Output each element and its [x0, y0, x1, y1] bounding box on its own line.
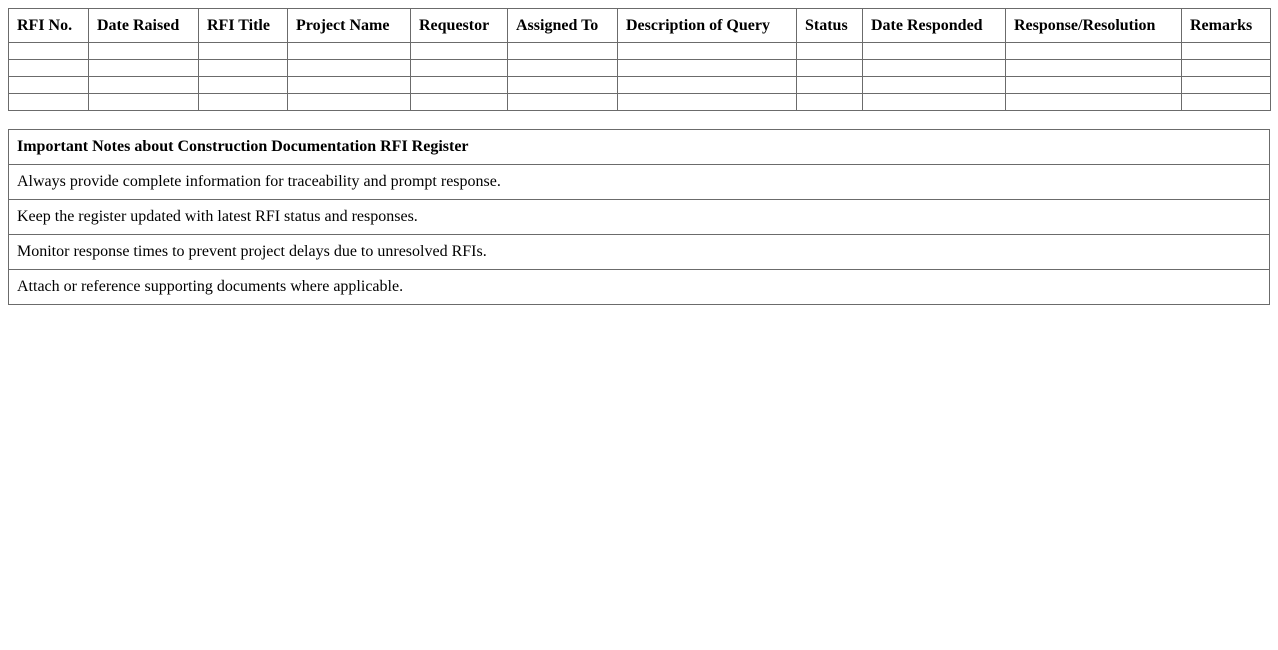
column-header-rfi-title: RFI Title	[199, 9, 288, 43]
table-cell	[288, 77, 411, 94]
table-cell	[863, 77, 1006, 94]
important-notes-table	[8, 129, 1270, 305]
table-cell	[411, 43, 508, 60]
note-row	[9, 165, 1270, 200]
note-item: Monitor response times to prevent project delays due to unresolved RFIs.	[9, 235, 1270, 270]
table-cell	[797, 94, 863, 111]
note-row	[9, 235, 1270, 270]
column-header-status: Status	[797, 9, 863, 43]
table-cell	[411, 60, 508, 77]
note-row	[9, 200, 1270, 235]
table-cell	[1182, 94, 1271, 111]
column-header-date-raised: Date Raised	[89, 9, 199, 43]
table-cell	[288, 43, 411, 60]
note-row	[9, 270, 1270, 305]
table-row	[9, 43, 1271, 60]
table-cell	[1182, 60, 1271, 77]
column-header-response-resolution: Response/Resolution	[1006, 9, 1182, 43]
column-header-assigned-to: Assigned To	[508, 9, 618, 43]
table-cell	[797, 60, 863, 77]
table-cell	[199, 77, 288, 94]
table-header-row	[9, 9, 1271, 43]
column-header-requestor: Requestor	[411, 9, 508, 43]
table-cell	[1006, 60, 1182, 77]
table-cell	[1182, 77, 1271, 94]
table-cell	[288, 60, 411, 77]
note-item: Always provide complete information for traceability and prompt response.	[9, 165, 1270, 200]
table-cell	[508, 94, 618, 111]
table-cell	[1006, 43, 1182, 60]
table-cell	[618, 94, 797, 111]
table-cell	[89, 77, 199, 94]
page-content	[8, 8, 1270, 305]
notes-header-row	[9, 130, 1270, 165]
table-cell	[863, 60, 1006, 77]
table-cell	[863, 94, 1006, 111]
notes-title: Important Notes about Construction Documentation RFI Register	[9, 130, 1270, 165]
note-item: Attach or reference supporting documents where applicable.	[9, 270, 1270, 305]
table-cell	[1006, 94, 1182, 111]
table-cell	[9, 60, 89, 77]
table-cell	[618, 77, 797, 94]
table-row	[9, 77, 1271, 94]
table-cell	[1182, 43, 1271, 60]
column-header-description: Description of Query	[618, 9, 797, 43]
table-cell	[89, 60, 199, 77]
table-cell	[411, 94, 508, 111]
table-cell	[618, 43, 797, 60]
table-row	[9, 60, 1271, 77]
table-cell	[89, 43, 199, 60]
table-cell	[797, 77, 863, 94]
column-header-remarks: Remarks	[1182, 9, 1271, 43]
table-cell	[288, 94, 411, 111]
table-cell	[9, 77, 89, 94]
table-cell	[199, 43, 288, 60]
table-cell	[9, 94, 89, 111]
table-cell	[508, 43, 618, 60]
column-header-rfi-no: RFI No.	[9, 9, 89, 43]
note-item: Keep the register updated with latest RFI status and responses.	[9, 200, 1270, 235]
table-cell	[199, 94, 288, 111]
table-cell	[199, 60, 288, 77]
column-header-date-responded: Date Responded	[863, 9, 1006, 43]
table-cell	[508, 60, 618, 77]
table-cell	[508, 77, 618, 94]
table-cell	[9, 43, 89, 60]
table-cell	[411, 77, 508, 94]
table-cell	[797, 43, 863, 60]
column-header-project-name: Project Name	[288, 9, 411, 43]
table-row	[9, 94, 1271, 111]
table-cell	[1006, 77, 1182, 94]
table-cell	[89, 94, 199, 111]
table-cell	[863, 43, 1006, 60]
rfi-register-table	[8, 8, 1271, 111]
table-cell	[618, 60, 797, 77]
